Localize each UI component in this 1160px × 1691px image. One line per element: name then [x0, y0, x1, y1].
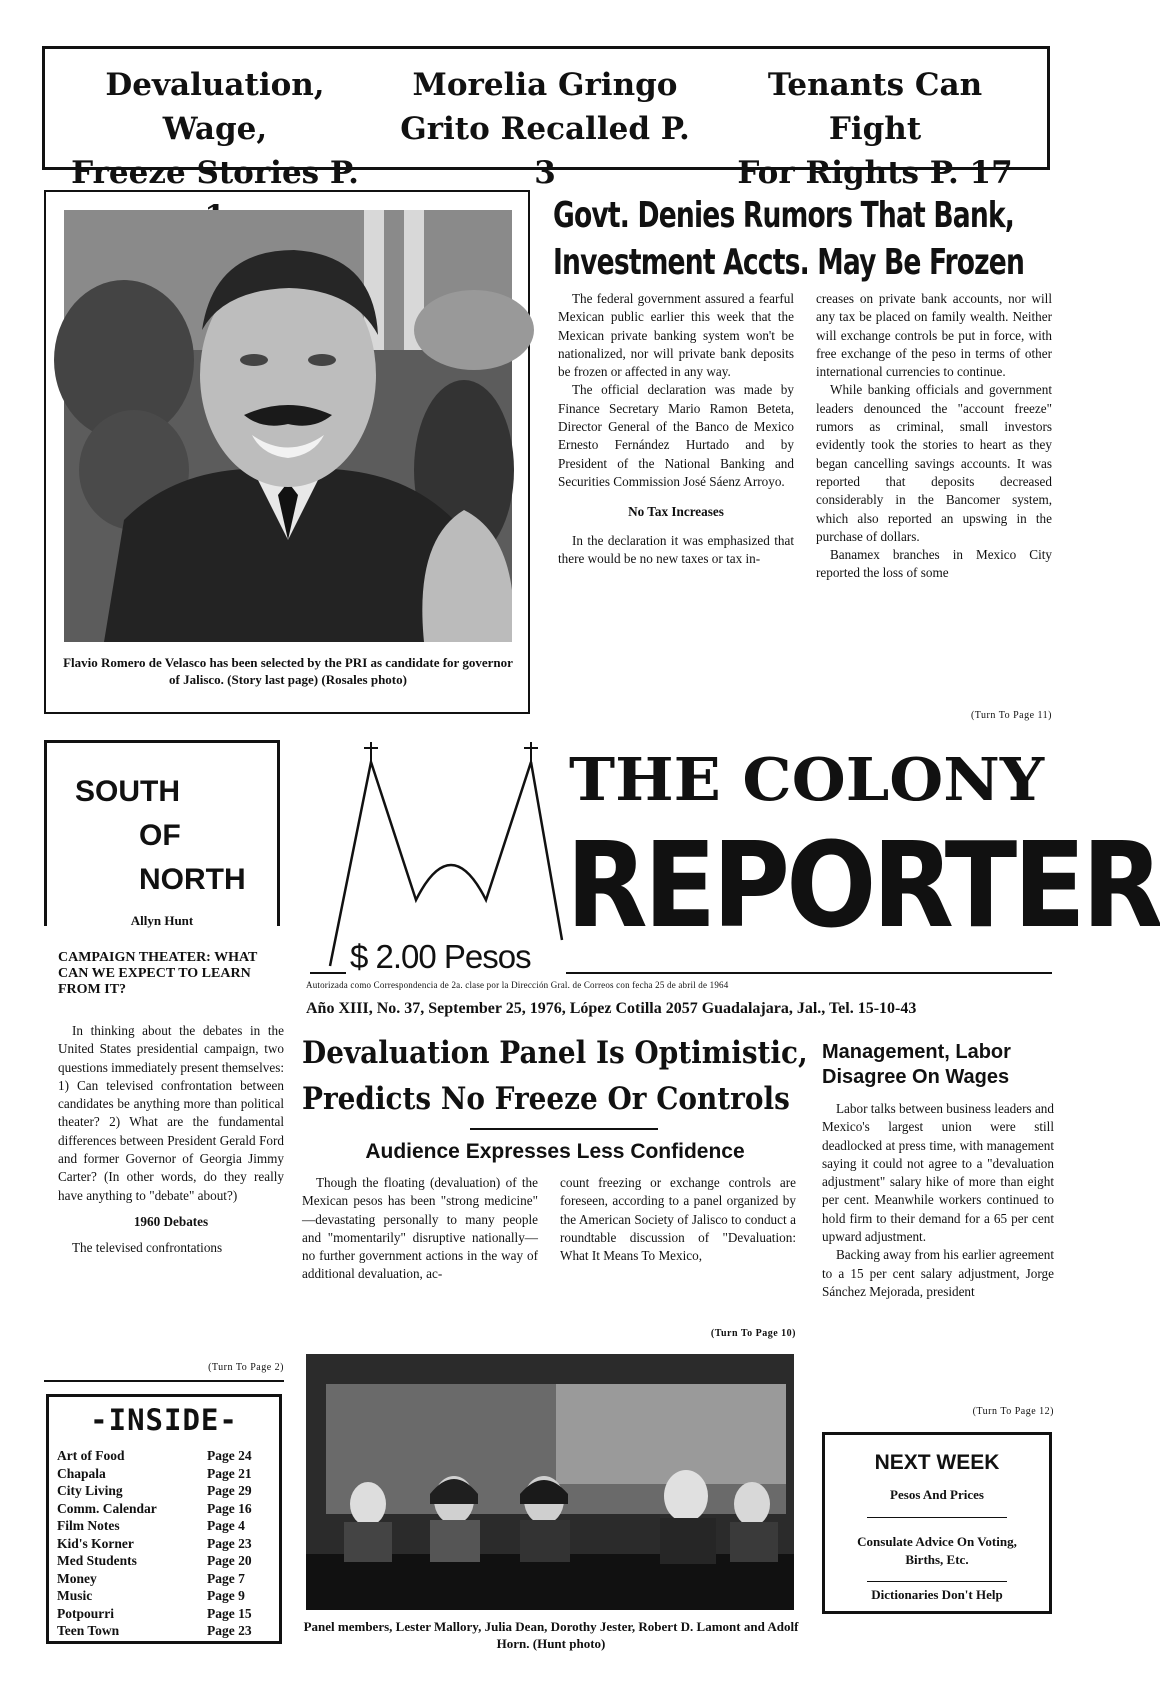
masthead-line-left	[310, 972, 346, 974]
bank-paragraph: In the declaration it was emphasized that there would be no new taxes or tax in-	[558, 532, 794, 566]
inside-item[interactable]	[57, 1500, 273, 1518]
inside-item[interactable]	[57, 1552, 273, 1570]
column-title-line-3: NORTH	[139, 863, 246, 896]
devaluation-col-1	[302, 1174, 538, 1284]
next-week-rule	[867, 1581, 1007, 1582]
inside-item-page: Page 23	[207, 1623, 252, 1638]
inside-item-label: Teen Town	[57, 1623, 120, 1638]
inside-item-label: Money	[57, 1570, 97, 1586]
inside-item[interactable]	[57, 1482, 273, 1500]
inside-item-label: Comm. Calendar	[57, 1500, 157, 1516]
labor-paragraph: Backing away from his earlier agreement to a 15 per cent salary adjustment, Jorge Sánchez Mejorada, president	[822, 1247, 1054, 1299]
labor-paragraph: Labor talks between business leaders and Mexico's largest union were still deadlocked at press time, with management saying it could not agree to a "devaluation adjustment" salary hike of more than eight per cent. Meanwhile workers continued to hold firm to their demand for a 65 per cent upward adjustment.	[822, 1101, 1054, 1245]
masthead-title-2: REPORTER	[566, 816, 1160, 954]
teaser-line: Freeze Stories P.	[71, 155, 359, 191]
issue-line: Año XIII, No. 37, September 25, 1976, López Cotilla 2057 Guadalajara, Jal., Tel. 15-10-43	[306, 1000, 917, 1017]
bank-paragraph: Banamex branches in Mexico City reported the loss of some	[816, 547, 1052, 581]
inside-box	[46, 1394, 282, 1644]
column-title-line-1: SOUTH	[75, 775, 180, 808]
inside-item[interactable]	[57, 1605, 273, 1623]
teaser-tenants[interactable]	[720, 63, 1030, 195]
inside-item-label: Med Students	[57, 1553, 137, 1568]
bank-paragraph: While banking officials and government leaders denounced the "account freeze" rumors as criminal, small investors evidently took the stories to heart as they began cancelling savings accounts. It was reported that deposits decreased considerably in the Bancomer system, which also reported an upswing in the purchase of dollars.	[816, 382, 1052, 544]
devaluation-subhead: Audience Expresses Less Confidence	[365, 1140, 745, 1163]
bank-paragraph: The official declaration was made by Finance Secretary Mario Ramon Beteta, Director General of the Banco de Mexico Ernesto Fernández Hurtado and by President of the National Banking and Securities Commission José Sáenz Arroyo.	[558, 382, 794, 489]
devaluation-paragraph: Though the floating (devaluation) of the Mexican pesos has been "strong medicine" —devastating personally to many people and "momentarily" disruptive nationally— no further government actions in the way of additional devaluation, ac-	[302, 1175, 538, 1282]
campaign-turn-link[interactable]: (Turn To Page 2)	[208, 1362, 284, 1373]
postal-note: Autorizada como Correspondencia de 2a. clase por la Dirección Gral. de Correos con fecha 25 de abril de 1964	[306, 980, 729, 990]
inside-item-page: Page 23	[207, 1535, 252, 1551]
inside-item-page: Page 20	[207, 1553, 252, 1568]
inside-item[interactable]	[57, 1465, 273, 1483]
inside-item-label: Music	[57, 1588, 93, 1603]
teaser-line: Morelia Gringo	[412, 67, 678, 103]
top-photo-box	[44, 190, 530, 714]
devaluation-paragraph: count freezing or exchange controls are foreseen, according to a panel organized by the American Society of Jalisco to conduct a roundtable discussion of "Devaluation: What It Means To Mexico,	[560, 1175, 796, 1264]
devaluation-col-2	[560, 1174, 796, 1265]
bank-headline-line-2: Investment Accts. May Be Frozen	[553, 242, 1025, 283]
romero-photo	[64, 210, 512, 642]
next-week-item[interactable]: Dictionaries Don't Help	[871, 1587, 1003, 1602]
teaser-line: Tenants Can Fight	[767, 67, 983, 147]
inside-item-page: Page 9	[207, 1588, 245, 1603]
inside-item-label: Chapala	[57, 1465, 106, 1481]
devaluation-headline[interactable]	[302, 1030, 812, 1122]
inside-title: -INSIDE-	[90, 1403, 238, 1437]
teaser-line: For Rights P. 17	[737, 155, 1013, 191]
devaluation-headline-line-2: Predicts No Freeze Or Controls	[302, 1081, 790, 1117]
panel-photo-caption: Panel members, Lester Mallory, Julia Dean, Dorothy Jester, Robert D. Lamont and Adolf Horn. (Hunt photo)	[303, 1619, 799, 1651]
campaign-subhead: 1960 Debates	[133, 1213, 209, 1229]
bank-turn-link[interactable]: (Turn To Page 11)	[970, 710, 1052, 721]
bank-paragraph: The federal government assured a fearful Mexican public earlier this week that the Mexican private banking system won't be nationalized, nor will private bank deposits be frozen or affected in any way.	[558, 291, 794, 380]
inside-item-page: Page 16	[207, 1500, 252, 1516]
bank-subhead: No Tax Increases	[628, 504, 724, 520]
teaser-line: Grito Recalled P. 3	[400, 111, 690, 191]
devaluation-turn-link[interactable]: (Turn To Page 10)	[710, 1328, 796, 1339]
panel-illustration	[306, 1354, 794, 1610]
column-byline: Allyn Hunt	[47, 913, 277, 929]
inside-item-page: Page 4	[207, 1518, 245, 1533]
inside-item-label: Art of Food	[57, 1448, 125, 1463]
labor-story-body	[822, 1100, 1054, 1301]
campaign-paragraph: In thinking about the debates in the United States presidential campaign, two questions immediately present themselves: 1) Can televised confrontation between candidates be anything more than political theater? 2) What are the fundamental differences between President Gerald Ford and former Governor of Georgia Jimmy Carter? (In other words, do they really have anything to "debate" about?)	[58, 1023, 284, 1203]
teaser-line: Devaluation, Wage,	[105, 67, 325, 147]
inside-item-page: Page 24	[207, 1448, 252, 1463]
masthead-rule	[566, 972, 1052, 974]
inside-item-page: Page 15	[207, 1605, 252, 1621]
column-box	[44, 740, 280, 926]
teaser-morelia[interactable]	[395, 63, 695, 195]
panel-photo	[306, 1354, 794, 1610]
next-week-rule	[867, 1517, 1007, 1518]
inside-item-page: Page 7	[207, 1570, 245, 1586]
inside-item-label: City Living	[57, 1483, 123, 1498]
teaser-box	[42, 46, 1050, 191]
inside-item[interactable]	[57, 1570, 273, 1588]
campaign-rule	[44, 1380, 284, 1382]
devaluation-headline-line-1: Devaluation Panel Is Optimistic,	[302, 1035, 808, 1071]
column-title-line-2: OF	[139, 819, 181, 852]
bank-story-col-2	[816, 290, 1052, 583]
next-week-item[interactable]: Consulate Advice On Voting, Births, Etc.	[857, 1534, 1017, 1567]
inside-item-page: Page 29	[207, 1483, 252, 1498]
campaign-paragraph: The televised confrontations	[72, 1240, 223, 1256]
bank-headline-line-1: Govt. Denies Rumors That Bank,	[553, 195, 1015, 236]
portrait-illustration	[64, 210, 512, 642]
campaign-story-body	[58, 1022, 284, 1258]
bank-story-col-1	[558, 290, 794, 568]
masthead-title-1: THE COLONY	[569, 745, 1045, 814]
inside-item-label: Kid's Korner	[57, 1535, 134, 1551]
labor-headline[interactable]: Management, Labor Disagree On Wages	[822, 1041, 1011, 1088]
bank-paragraph: creases on private bank accounts, nor will any tax be placed on family wealth. Neither will exchange controls be put in force, with free exchange of the peso in terms of other international currencies to continue.	[816, 291, 1052, 380]
inside-item-label: Film Notes	[57, 1518, 120, 1533]
labor-turn-link[interactable]: (Turn To Page 12)	[972, 1406, 1054, 1417]
inside-list	[57, 1447, 273, 1640]
next-week-title: NEXT WEEK	[874, 1451, 1000, 1474]
inside-item[interactable]	[57, 1517, 273, 1535]
bank-headline[interactable]	[553, 192, 1053, 286]
inside-item[interactable]	[57, 1447, 273, 1465]
inside-item-page: Page 21	[207, 1465, 252, 1481]
inside-item[interactable]	[57, 1622, 273, 1640]
inside-item[interactable]	[57, 1587, 273, 1605]
inside-item-label: Potpourri	[57, 1605, 114, 1621]
inside-item[interactable]	[57, 1535, 273, 1553]
next-week-item[interactable]: Pesos And Prices	[890, 1487, 984, 1502]
top-photo-caption: Flavio Romero de Velasco has been selected by the PRI as candidate for governor of Jalisco. (Story last page) (Rosales photo)	[63, 655, 513, 687]
masthead-price: $ 2.00 Pesos	[350, 938, 531, 975]
next-week-box	[822, 1432, 1052, 1614]
campaign-headline[interactable]: CAMPAIGN THEATER: WHAT CAN WE EXPECT TO LEARN FROM IT?	[58, 950, 258, 997]
devaluation-rule	[470, 1128, 658, 1130]
